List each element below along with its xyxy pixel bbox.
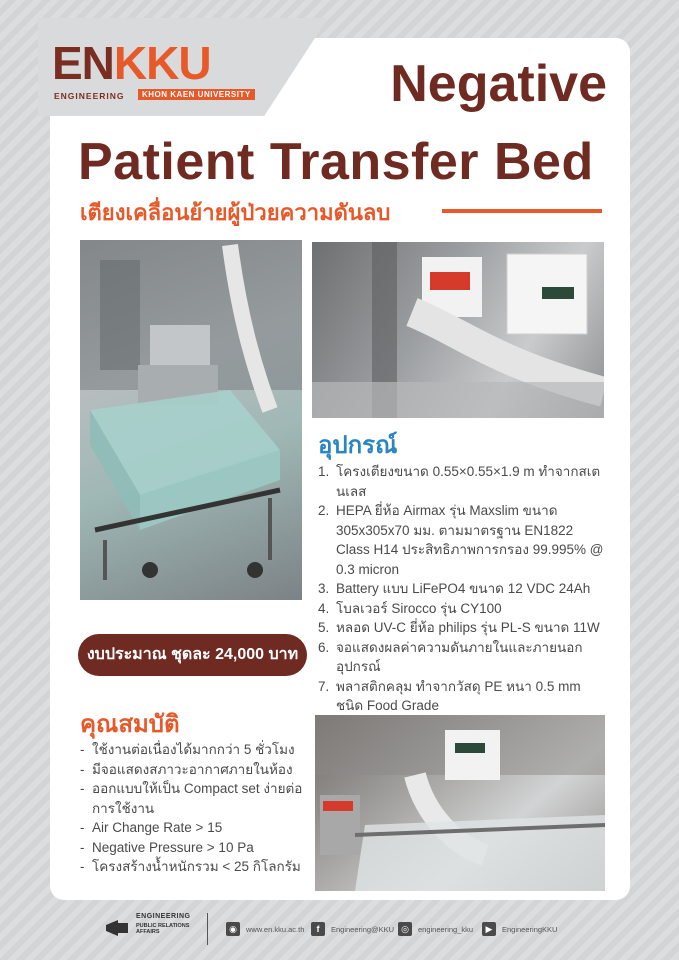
list-item: - Negative Pressure > 10 Pa — [80, 838, 310, 858]
youtube-icon: ▶ — [482, 922, 496, 936]
list-item: - โครงสร้างน้ำหนักรวม < 25 กิโลกรัม — [80, 857, 310, 877]
globe-icon: ◉ — [226, 922, 240, 936]
list-item: 2. HEPA ยี่ห้อ Airmax รุ่น Maxslim ขนาด 305x305x70 มม. ตามมาตรฐาน EN1822 Class H14 ประสิทธิภาพการกรอง 99.995% @ 0.3 micron — [318, 503, 604, 577]
list-item: - ออกแบบให้เป็น Compact set ง่ายต่อการใช้งาน — [80, 779, 310, 818]
logo-kku: KKU — [113, 37, 211, 89]
title-line1: Negative — [390, 55, 607, 113]
title-line2: Patient Transfer Bed — [78, 133, 594, 191]
enkku-logo — [52, 37, 262, 102]
instagram-icon: ◎ — [398, 922, 412, 936]
subtitle-thai: เตียงเคลื่อนย้ายผู้ป่วยความดันลบ — [80, 200, 391, 225]
list-item: - มีจอแสดงสภาวะอากาศภายในห้อง — [80, 760, 310, 780]
list-item: 7. พลาสติกคลุม ทำจากวัสดุ PE หนา 0.5 mm ชนิด Food Grade — [318, 678, 581, 713]
bed-photo-main — [80, 240, 302, 600]
properties-title: คุณสมบัติ — [80, 711, 180, 738]
equipment-list — [318, 462, 608, 716]
list-item: - ใช้งานต่อเนื่องได้มากกว่า 5 ชั่วโมง — [80, 740, 310, 760]
logo-engineering: ENGINEERING — [54, 91, 125, 101]
instagram-link[interactable]: ◎ engineering_kku — [398, 921, 473, 937]
pr-title: ENGINEERING — [136, 913, 191, 920]
bed-photo-side — [315, 715, 605, 891]
youtube-link[interactable]: ▶ EngineeringKKU — [482, 921, 557, 937]
list-item: 5. หลอด UV-C ยี่ห้อ philips รุ่น PL-S ขนาด 11W — [318, 620, 600, 635]
facebook-link[interactable]: f Engineering@KKU — [311, 921, 394, 937]
footer-divider — [207, 913, 208, 945]
logo-university: KHON KAEN UNIVERSITY — [138, 89, 255, 100]
facebook-icon: f — [311, 922, 325, 936]
megaphone-icon — [104, 917, 132, 939]
list-item: 3. Battery แบบ LiFePO4 ขนาด 12 VDC 24Ah — [318, 581, 591, 596]
website-link[interactable]: ◉ www.en.kku.ac.th — [226, 921, 304, 937]
pr-logo — [104, 913, 200, 947]
logo-en: EN — [52, 37, 114, 89]
logo-wordmark — [52, 37, 211, 89]
budget-badge: งบประมาณ ชุดละ 24,000 บาท — [78, 634, 307, 676]
subtitle-rule — [442, 209, 602, 213]
equipment-title: อุปกรณ์ — [318, 432, 398, 459]
properties-list — [80, 740, 310, 877]
list-item: 4. โบลเวอร์ Sirocco รุ่น CY100 — [318, 600, 502, 616]
list-item: 6. จอแสดงผลค่าความดันภายในและภายนอกอุปกรณ์ — [318, 639, 583, 674]
list-item: - Air Change Rate > 15 — [80, 818, 310, 838]
pr-subtitle: PUBLIC RELATIONS AFFAIRS — [136, 923, 190, 935]
list-item: 1. โครงเตียงขนาด 0.55×0.55×1.9 m ทำจากสเตนเลส — [318, 464, 601, 499]
bed-photo-control-box — [312, 242, 604, 418]
